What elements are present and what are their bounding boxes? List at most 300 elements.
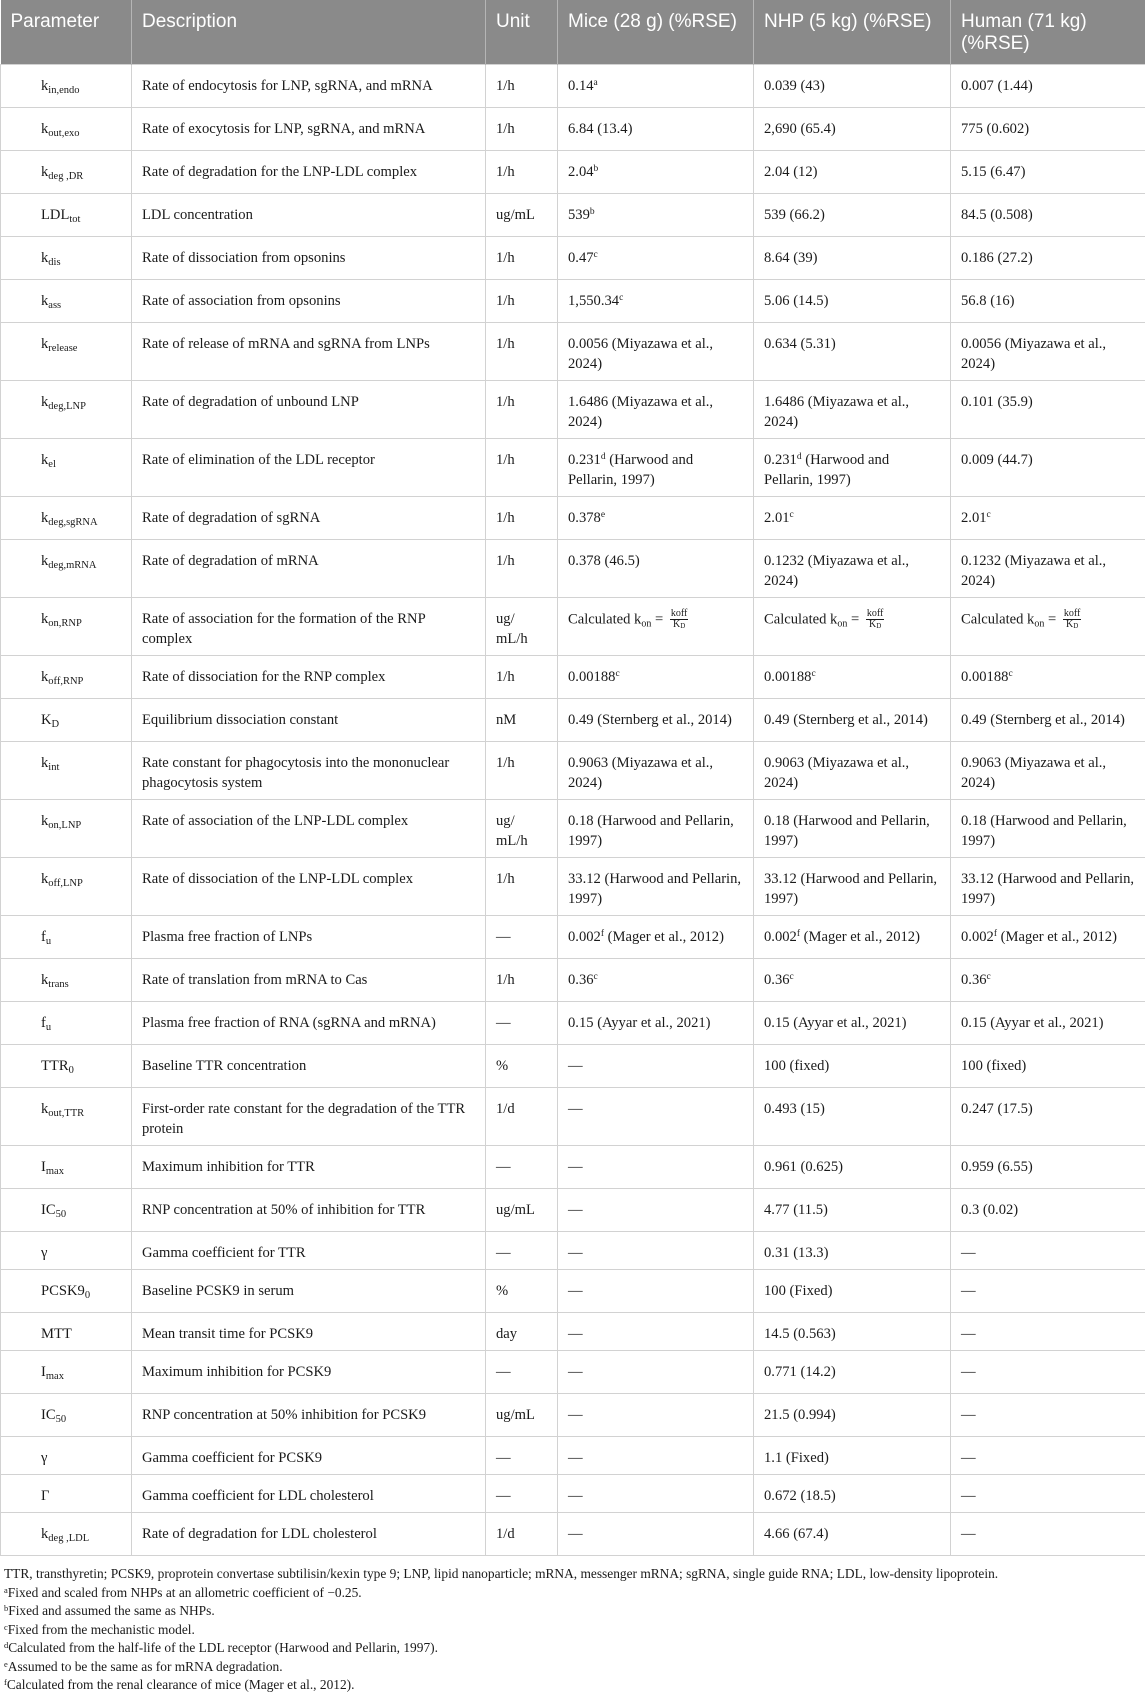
parameter-subscript: deg ,DR <box>48 171 83 182</box>
mice-value: 33.12 (Harwood and Pellarin, 1997) <box>568 871 741 907</box>
unit-cell <box>486 323 558 381</box>
parameter-subscript: max <box>46 1166 64 1177</box>
footnote-mark: c <box>987 510 991 520</box>
unit-cell <box>486 1088 558 1146</box>
footnote-mark: b <box>590 207 595 217</box>
mice-value: — <box>568 1364 583 1380</box>
unit-text: 1/d <box>496 1101 515 1117</box>
table-row <box>1 800 1145 858</box>
parameter-subscript: deg,mRNA <box>48 560 96 571</box>
unit-text: nM <box>496 712 516 728</box>
table-row <box>1 1475 1145 1513</box>
description-text: Gamma coefficient for PCSK9 <box>142 1450 322 1466</box>
nhp-value: 4.77 (11.5) <box>764 1202 828 1218</box>
denominator-sub: D <box>680 622 685 630</box>
nhp-reference: (Mager et al., 2012) <box>800 929 920 945</box>
parameter-symbol: I <box>41 1159 46 1175</box>
footnote-letter: b <box>4 1603 8 1613</box>
mice-value: 1.6486 (Miyazawa et al., 2024) <box>568 394 713 430</box>
nhp-value: 0.9063 (Miyazawa et al., 2024) <box>764 755 909 791</box>
unit-text: — <box>496 929 511 945</box>
numerator-base: k <box>1064 608 1069 619</box>
parameter-subscript: tot <box>69 214 80 225</box>
description-cell <box>132 1437 486 1475</box>
nhp-value: 2,690 (65.4) <box>764 121 836 137</box>
human-cell <box>951 800 1145 858</box>
unit-cell <box>486 598 558 656</box>
nhp-cell <box>754 742 951 800</box>
human-cell <box>951 1313 1145 1351</box>
nhp-cell <box>754 323 951 381</box>
unit-text: % <box>496 1058 508 1074</box>
parameter-cell <box>1 497 132 540</box>
human-value: — <box>961 1245 976 1261</box>
unit-cell <box>486 1146 558 1189</box>
description-text: Rate of exocytosis for LNP, sgRNA, and mRNA <box>142 121 425 137</box>
footnote-text: TTR, transthyretin; PCSK9, proprotein convertase subtilisin/kexin type 9; LNP, lipid nanoparticle; mRNA, messenger mRNA; sgRNA, single guide RNA; LDL, low-density lipoprotein. <box>4 1566 998 1581</box>
human-cell <box>951 1437 1145 1475</box>
footnote-text: Fixed and scaled from NHPs at an allometric coefficient of −0.25. <box>8 1585 362 1600</box>
mice-value: 0.36 <box>568 972 594 988</box>
parameter-symbol: f <box>41 1015 46 1031</box>
parameter-cell <box>1 65 132 108</box>
nhp-cell <box>754 1189 951 1232</box>
nhp-cell <box>754 237 951 280</box>
mice-cell <box>558 1394 754 1437</box>
human-cell <box>951 1394 1145 1437</box>
mice-value: — <box>568 1407 583 1423</box>
description-text: Baseline PCSK9 in serum <box>142 1283 294 1299</box>
mice-cell <box>558 381 754 439</box>
footnote <box>4 1676 1145 1695</box>
numerator-base: k <box>867 608 872 619</box>
table-row <box>1 439 1145 497</box>
description-cell <box>132 65 486 108</box>
table-row <box>1 1232 1145 1270</box>
parameter-cell <box>1 800 132 858</box>
mice-value: Calculated k <box>568 611 641 627</box>
human-value: 0.9063 (Miyazawa et al., 2024) <box>961 755 1106 791</box>
unit-cell <box>486 439 558 497</box>
nhp-cell <box>754 916 951 959</box>
nhp-value: 0.672 (18.5) <box>764 1488 836 1504</box>
denominator-base: K <box>1066 619 1073 630</box>
mice-value: 0.18 (Harwood and Pellarin, 1997) <box>568 813 734 849</box>
nhp-value: 0.49 (Sternberg et al., 2014) <box>764 712 928 728</box>
footnote-mark: d <box>797 452 802 462</box>
footnote-text: Assumed to be the same as for mRNA degradation. <box>8 1659 283 1674</box>
footnote-mark: c <box>987 972 991 982</box>
mice-cell <box>558 323 754 381</box>
parameter-cell <box>1 1088 132 1146</box>
mice-value: 539 <box>568 207 590 223</box>
description-cell <box>132 1189 486 1232</box>
unit-text: 1/h <box>496 250 515 266</box>
unit-cell <box>486 656 558 699</box>
human-value: — <box>961 1488 976 1504</box>
mice-value: — <box>568 1159 583 1175</box>
description-cell <box>132 858 486 916</box>
unit-cell <box>486 65 558 108</box>
human-cell <box>951 65 1145 108</box>
header-human: Human (71 kg) (%RSE) <box>951 0 1145 65</box>
nhp-cell <box>754 598 951 656</box>
unit-cell <box>486 959 558 1002</box>
footnote <box>4 1584 1145 1603</box>
numerator-base: k <box>671 608 676 619</box>
human-value: 2.01 <box>961 510 987 526</box>
mice-cell <box>558 1270 754 1313</box>
mice-value: 0.00188 <box>568 669 615 685</box>
description-cell <box>132 108 486 151</box>
parameter-cell <box>1 108 132 151</box>
table-row <box>1 959 1145 1002</box>
human-cell <box>951 323 1145 381</box>
nhp-value: 0.634 (5.31) <box>764 336 836 352</box>
human-cell <box>951 280 1145 323</box>
unit-cell <box>486 194 558 237</box>
footnote-letter: f <box>4 1677 7 1687</box>
nhp-value: 0.15 (Ayyar et al., 2021) <box>764 1015 907 1031</box>
parameter-cell <box>1 1002 132 1045</box>
unit-text: 1/h <box>496 972 515 988</box>
parameter-subscript: deg,sgRNA <box>48 517 97 528</box>
nhp-value: 1.6486 (Miyazawa et al., 2024) <box>764 394 909 430</box>
mice-cell <box>558 497 754 540</box>
footnote-mark: b <box>594 164 599 174</box>
mice-cell <box>558 1475 754 1513</box>
mice-cell <box>558 1045 754 1088</box>
mice-cell <box>558 1437 754 1475</box>
nhp-value: 8.64 (39) <box>764 250 818 266</box>
human-cell <box>951 1045 1145 1088</box>
human-value: 84.5 (0.508) <box>961 207 1033 223</box>
mice-cell <box>558 1351 754 1394</box>
description-text: Rate of translation from mRNA to Cas <box>142 972 367 988</box>
unit-cell <box>486 800 558 858</box>
nhp-cell <box>754 1088 951 1146</box>
human-value: 0.186 (27.2) <box>961 250 1033 266</box>
description-cell <box>132 323 486 381</box>
human-value: 0.002 <box>961 929 994 945</box>
footnote-mark: c <box>790 972 794 982</box>
parameter-cell <box>1 1513 132 1556</box>
parameter-subscript: off,LNP <box>48 878 83 889</box>
footnote-mark: c <box>1008 669 1012 679</box>
unit-text: 1/h <box>496 755 515 771</box>
description-text: Rate of endocytosis for LNP, sgRNA, and mRNA <box>142 78 433 94</box>
unit-cell <box>486 1394 558 1437</box>
human-value: — <box>961 1326 976 1342</box>
parameter-cell <box>1 237 132 280</box>
unit-cell <box>486 1232 558 1270</box>
table-row <box>1 1351 1145 1394</box>
footnote-text: Fixed and assumed the same as NHPs. <box>8 1603 214 1618</box>
parameter-symbol: k <box>41 510 48 526</box>
description-text: Maximum inhibition for TTR <box>142 1159 315 1175</box>
parameter-subscript: el <box>48 459 56 470</box>
table-row <box>1 1146 1145 1189</box>
parameter-subscript: ass <box>48 300 61 311</box>
nhp-value: 1.1 (Fixed) <box>764 1450 829 1466</box>
parameter-cell <box>1 742 132 800</box>
mice-cell <box>558 1088 754 1146</box>
parameter-cell <box>1 916 132 959</box>
nhp-value: 0.231 <box>764 452 797 468</box>
nhp-value: 0.961 (0.625) <box>764 1159 843 1175</box>
mice-cell <box>558 800 754 858</box>
human-cell <box>951 656 1145 699</box>
nhp-cell <box>754 381 951 439</box>
human-reference: (Mager et al., 2012) <box>997 929 1117 945</box>
nhp-value: 33.12 (Harwood and Pellarin, 1997) <box>764 871 937 907</box>
unit-cell <box>486 280 558 323</box>
description-text: Rate of degradation of mRNA <box>142 553 319 569</box>
footnote-mark: f <box>994 929 997 939</box>
human-value: — <box>961 1283 976 1299</box>
nhp-cell <box>754 800 951 858</box>
description-cell <box>132 598 486 656</box>
footnote <box>4 1602 1145 1621</box>
mice-value: 0.378 <box>568 510 601 526</box>
nhp-cell <box>754 1002 951 1045</box>
table-body <box>1 65 1145 1556</box>
table-header <box>1 0 1145 65</box>
header-unit: Unit <box>486 0 558 65</box>
description-cell <box>132 699 486 742</box>
table-row <box>1 194 1145 237</box>
human-value: 0.00188 <box>961 669 1008 685</box>
human-value: 100 (fixed) <box>961 1058 1026 1074</box>
nhp-value: 5.06 (14.5) <box>764 293 828 309</box>
human-value: 0.49 (Sternberg et al., 2014) <box>961 712 1125 728</box>
unit-text: 1/h <box>496 394 515 410</box>
denominator-sub: D <box>876 622 881 630</box>
nhp-value: 100 (Fixed) <box>764 1283 833 1299</box>
description-text: Rate of dissociation of the LNP-LDL complex <box>142 871 413 887</box>
parameter-cell <box>1 858 132 916</box>
mice-value: 0.9063 (Miyazawa et al., 2024) <box>568 755 713 791</box>
parameter-cell <box>1 323 132 381</box>
human-cell <box>951 1189 1145 1232</box>
parameter-cell <box>1 1351 132 1394</box>
human-value: 56.8 (16) <box>961 293 1015 309</box>
parameter-subscript: deg ,LDL <box>48 1533 89 1544</box>
unit-text: 1/h <box>496 510 515 526</box>
footnote-letter: a <box>4 1585 8 1595</box>
mice-cell <box>558 959 754 1002</box>
nhp-cell <box>754 280 951 323</box>
mice-value: 1,550.34 <box>568 293 619 309</box>
human-cell <box>951 959 1145 1002</box>
description-cell <box>132 1394 486 1437</box>
parameter-symbol: k <box>41 972 48 988</box>
mice-value: 0.231 <box>568 452 601 468</box>
human-value: 775 (0.602) <box>961 121 1029 137</box>
description-text: RNP concentration at 50% of inhibition for TTR <box>142 1202 425 1218</box>
parameter-subscript: out,TTR <box>48 1108 84 1119</box>
unit-text: 1/h <box>496 78 515 94</box>
nhp-cell <box>754 497 951 540</box>
human-cell <box>951 858 1145 916</box>
human-cell <box>951 598 1145 656</box>
nhp-cell <box>754 1270 951 1313</box>
unit-cell <box>486 699 558 742</box>
parameter-symbol: k <box>41 669 48 685</box>
unit-text: — <box>496 1159 511 1175</box>
human-cell <box>951 1270 1145 1313</box>
human-value: 0.009 (44.7) <box>961 452 1033 468</box>
parameter-symbol: k <box>41 871 48 887</box>
denominator-base: K <box>673 619 680 630</box>
table-row <box>1 1270 1145 1313</box>
parameter-symbol: k <box>41 1526 48 1542</box>
nhp-value: 0.00188 <box>764 669 811 685</box>
parameter-cell <box>1 1045 132 1088</box>
formula-sub: on <box>641 618 651 629</box>
nhp-cell <box>754 65 951 108</box>
description-cell <box>132 1513 486 1556</box>
description-text: Gamma coefficient for TTR <box>142 1245 306 1261</box>
nhp-cell <box>754 959 951 1002</box>
footnote <box>4 1658 1145 1677</box>
unit-text: — <box>496 1488 511 1504</box>
footnote-text: Fixed from the mechanistic model. <box>8 1622 195 1637</box>
table-row <box>1 381 1145 439</box>
description-text: Rate of degradation for the LNP-LDL complex <box>142 164 417 180</box>
unit-text: — <box>496 1015 511 1031</box>
parameter-cell <box>1 1313 132 1351</box>
unit-text: 1/d <box>496 1526 515 1542</box>
human-cell <box>951 1002 1145 1045</box>
formula-sub: on <box>837 618 847 629</box>
human-cell <box>951 1513 1145 1556</box>
parameter-cell <box>1 1437 132 1475</box>
mice-reference: (Harwood and Pellarin, 1997) <box>568 452 693 488</box>
parameter-subscript: deg,LNP <box>48 401 86 412</box>
footnote-mark: f <box>601 929 604 939</box>
nhp-value: 539 (66.2) <box>764 207 825 223</box>
mice-cell <box>558 194 754 237</box>
human-value: — <box>961 1364 976 1380</box>
parameter-cell <box>1 1475 132 1513</box>
nhp-cell <box>754 540 951 598</box>
parameter-symbol: k <box>41 394 48 410</box>
unit-text: — <box>496 1450 511 1466</box>
parameter-symbol: k <box>41 336 48 352</box>
mice-cell <box>558 439 754 497</box>
parameter-symbol: k <box>41 121 48 137</box>
mice-cell <box>558 151 754 194</box>
description-cell <box>132 1232 486 1270</box>
description-text: RNP concentration at 50% inhibition for PCSK9 <box>142 1407 426 1423</box>
mice-cell <box>558 1002 754 1045</box>
table-row <box>1 65 1145 108</box>
parameter-cell <box>1 598 132 656</box>
unit-cell <box>486 1002 558 1045</box>
description-cell <box>132 1351 486 1394</box>
description-text: Rate of degradation of unbound LNP <box>142 394 359 410</box>
numerator-sub: off <box>1069 608 1080 619</box>
human-value: 0.101 (35.9) <box>961 394 1033 410</box>
unit-text: ug/mL <box>496 1202 535 1218</box>
denominator-sub: D <box>1073 622 1078 630</box>
parameter-cell <box>1 194 132 237</box>
mice-value: 6.84 (13.4) <box>568 121 632 137</box>
human-cell <box>951 1475 1145 1513</box>
table-row <box>1 151 1145 194</box>
human-value: — <box>961 1407 976 1423</box>
table-row <box>1 1088 1145 1146</box>
parameter-symbol: k <box>41 611 48 627</box>
human-cell <box>951 1088 1145 1146</box>
description-cell <box>132 1475 486 1513</box>
mice-cell <box>558 1146 754 1189</box>
parameter-symbol: k <box>41 1101 48 1117</box>
numerator-sub: off <box>872 608 883 619</box>
mice-cell <box>558 540 754 598</box>
unit-cell <box>486 108 558 151</box>
mice-value: 0.14 <box>568 78 594 94</box>
description-cell <box>132 1270 486 1313</box>
mice-cell <box>558 656 754 699</box>
unit-text: ug/ mL/h <box>496 813 528 849</box>
nhp-value: 0.1232 (Miyazawa et al., 2024) <box>764 553 909 589</box>
mice-cell <box>558 1513 754 1556</box>
parameter-symbol: k <box>41 813 48 829</box>
footnote-mark: f <box>797 929 800 939</box>
nhp-cell <box>754 656 951 699</box>
description-text: Rate of dissociation for the RNP complex <box>142 669 385 685</box>
description-text: Rate of elimination of the LDL receptor <box>142 452 375 468</box>
human-cell <box>951 1146 1145 1189</box>
header-description: Description <box>132 0 486 65</box>
human-cell <box>951 916 1145 959</box>
table-row <box>1 1513 1145 1556</box>
footnote-mark: d <box>601 452 606 462</box>
human-cell <box>951 439 1145 497</box>
nhp-cell <box>754 1394 951 1437</box>
parameter-cell <box>1 959 132 1002</box>
description-cell <box>132 280 486 323</box>
formula-fraction <box>1063 609 1081 631</box>
unit-cell <box>486 1437 558 1475</box>
description-text: Maximum inhibition for PCSK9 <box>142 1364 331 1380</box>
table-row <box>1 916 1145 959</box>
human-value: 0.0056 (Miyazawa et al., 2024) <box>961 336 1106 372</box>
parameter-subscript: 50 <box>56 1209 67 1220</box>
mice-value: — <box>568 1101 583 1117</box>
numerator-sub: off <box>676 608 687 619</box>
unit-text: 1/h <box>496 121 515 137</box>
unit-text: — <box>496 1364 511 1380</box>
unit-cell <box>486 1513 558 1556</box>
mice-value: — <box>568 1058 583 1074</box>
nhp-value: 21.5 (0.994) <box>764 1407 836 1423</box>
unit-cell <box>486 742 558 800</box>
table-row <box>1 237 1145 280</box>
table-row <box>1 1045 1145 1088</box>
footnote-mark: c <box>619 293 623 303</box>
human-cell <box>951 237 1145 280</box>
footnote-mark: a <box>594 78 598 88</box>
parameter-symbol: MTT <box>41 1326 72 1342</box>
parameter-symbol: k <box>41 553 48 569</box>
footnote <box>4 1639 1145 1658</box>
description-text: Rate of association for the formation of the RNP complex <box>142 611 425 647</box>
parameter-subscript: u <box>46 1022 51 1033</box>
parameter-subscript: out,exo <box>48 128 79 139</box>
